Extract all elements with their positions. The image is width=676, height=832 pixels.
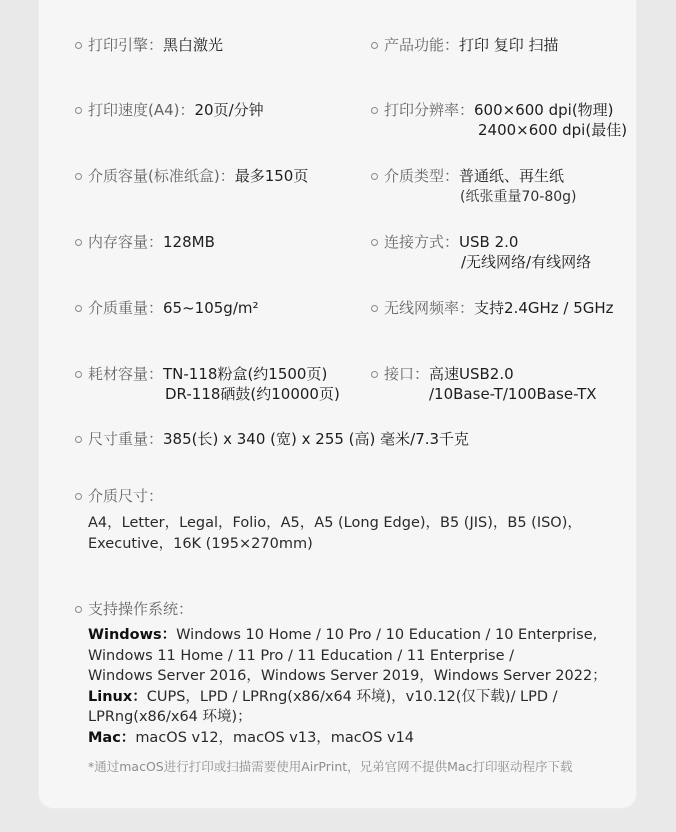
spec-label: 尺寸重量： <box>88 430 164 448</box>
spec-label: 无线网频率： <box>384 299 475 317</box>
bullet-icon <box>75 606 82 613</box>
spec-interface-line2 <box>429 384 597 404</box>
bullet-icon <box>75 42 82 49</box>
spec-label: 连接方式： <box>384 233 460 251</box>
spec-value: 高速USB2.0 <box>429 365 514 383</box>
spec-value: 20页/分钟 <box>194 101 264 119</box>
bullet-icon <box>371 239 378 246</box>
spec-value: 65~105g/m² <box>163 299 259 317</box>
bullet-icon <box>371 371 378 378</box>
spec-label: 接口： <box>384 365 430 383</box>
spec-value: USB 2.0 <box>459 233 519 251</box>
bullet-icon <box>371 42 378 49</box>
spec-value: 2400×600 dpi(最佳) <box>478 121 628 139</box>
bullet-icon <box>75 173 82 180</box>
spec-connection-line2 <box>461 252 591 272</box>
spec-dimensions <box>75 429 469 449</box>
spec-media-capacity <box>75 166 308 186</box>
footnote: *通过macOS进行打印或扫描需要使用AirPrint，兄弟官网不提供Mac打印驱动程序下载 <box>88 759 573 774</box>
spec-resolution <box>371 100 614 120</box>
spec-label: 支持操作系统： <box>88 600 194 618</box>
spec-resolution-line2 <box>478 120 627 140</box>
spec-value: /无线网络/有线网络 <box>461 253 592 271</box>
spec-value: DR-118硒鼓(约10000页) <box>165 385 340 403</box>
spec-label: 耗材容量： <box>88 365 164 383</box>
os-linux-label: Linux： <box>88 688 147 705</box>
spec-label: 介质尺寸： <box>88 487 164 505</box>
bullet-icon <box>75 493 82 500</box>
spec-value: 600×600 dpi(物理) <box>474 101 614 119</box>
media-size-list <box>88 513 618 554</box>
spec-value: TN-118粉盒(约1500页) <box>163 365 328 383</box>
os-mac-label: Mac： <box>88 729 136 746</box>
spec-speed <box>75 100 264 120</box>
os-mac-text: macOS v12，macOS v13，macOS v14 <box>135 729 415 746</box>
spec-value: 打印 复印 扫描 <box>459 36 559 54</box>
spec-value: 支持2.4GHz / 5GHz <box>474 299 614 317</box>
spec-media-type-note: (纸张重量70-80g) <box>460 189 577 205</box>
spec-wireless-freq <box>371 298 614 318</box>
spec-label: 介质容量(标准纸盒)： <box>88 167 235 185</box>
spec-label: 介质重量： <box>88 299 164 317</box>
bullet-icon <box>75 371 82 378</box>
media-size-line: Executive，16K (195×270mm) <box>88 535 313 552</box>
bullet-icon <box>75 436 82 443</box>
bullet-icon <box>75 107 82 114</box>
spec-value: 385(长) x 340 (宽) x 255 (高) 毫米/7.3千克 <box>163 430 470 448</box>
bullet-icon <box>371 107 378 114</box>
os-linux-text: LPRng(x86/x64 环境)； <box>88 709 252 725</box>
spec-label: 打印引擎： <box>88 36 164 54</box>
os-windows-text: Windows 11 Home / 11 Pro / 11 Education / 11 Enterprise / <box>88 647 514 664</box>
spec-memory <box>75 232 215 252</box>
spec-connection <box>371 232 518 252</box>
os-windows-label: Windows： <box>88 627 177 643</box>
spec-media-weight <box>75 298 259 318</box>
spec-media-size <box>75 486 163 506</box>
spec-os <box>75 599 193 619</box>
spec-value: 普通纸、再生纸 <box>459 167 565 185</box>
spec-value: 128MB <box>163 233 215 251</box>
spec-consumables-line2 <box>165 384 340 404</box>
os-windows-text: Windows Server 2016，Windows Server 2019，Windows Server 2022； <box>88 668 607 684</box>
bullet-icon <box>371 173 378 180</box>
spec-functions <box>371 35 559 55</box>
os-windows-text: Windows 10 Home / 10 Pro / 10 Education / 10 Enterprise, <box>176 627 598 643</box>
spec-value: 最多150页 <box>234 167 309 185</box>
spec-label: 内存容量： <box>88 233 164 251</box>
spec-label: 打印分辨率： <box>384 101 475 119</box>
bullet-icon <box>75 239 82 246</box>
os-list <box>88 625 623 748</box>
spec-media-type <box>371 166 564 186</box>
spec-consumables <box>75 364 327 384</box>
spec-label: 打印速度(A4)： <box>88 101 195 119</box>
spec-value: /10Base-T/100Base-TX <box>429 385 597 403</box>
os-linux-text: CUPS，LPD / LPRng(x86/x64 环境)，v10.12(仅下载)/ LPD / <box>146 688 558 705</box>
spec-value: 黑白激光 <box>163 36 224 54</box>
bullet-icon <box>75 305 82 312</box>
media-size-line: A4，Letter，Legal，Folio，A5，A5 (Long Edge)，B5 (JIS)，B5 (ISO)， <box>88 515 582 531</box>
spec-interface <box>371 364 514 384</box>
bullet-icon <box>371 305 378 312</box>
spec-label: 产品功能： <box>384 36 460 54</box>
spec-engine <box>75 35 223 55</box>
spec-label: 介质类型： <box>384 167 460 185</box>
